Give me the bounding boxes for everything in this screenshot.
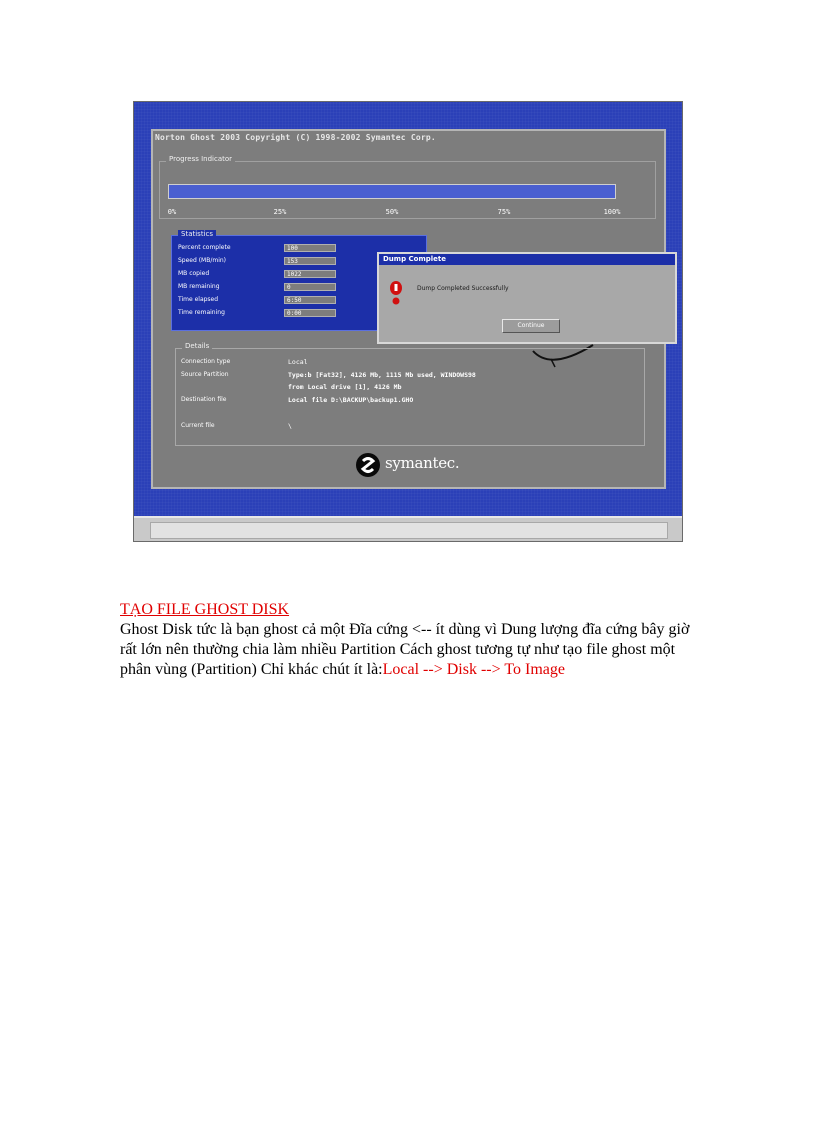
stat-label: MB remaining — [178, 283, 220, 290]
symantec-swirl-icon — [355, 452, 381, 478]
menu-path-text: Local --> Disk --> To Image — [382, 661, 565, 678]
current-file-value: \ — [288, 422, 292, 430]
stat-label: Percent complete — [178, 244, 231, 251]
dialog-message: Dump Completed Successfully — [417, 285, 509, 292]
statistics-label: Statistics — [178, 230, 216, 238]
stat-value: 1022 — [284, 270, 336, 278]
destination-file-value: Local file D:\BACKUP\backup1.GHO — [288, 396, 414, 404]
connection-type-value: Local — [288, 358, 308, 366]
dump-complete-dialog — [377, 252, 677, 344]
connection-type-label: Connection type — [181, 358, 231, 365]
taskbar-field — [150, 522, 668, 539]
taskbar — [134, 516, 683, 542]
stat-value: 0:00 — [284, 309, 336, 317]
stat-label: MB copied — [178, 270, 210, 277]
progress-tick: 25% — [273, 208, 287, 216]
desktop-background — [134, 102, 683, 516]
source-drive-value: from Local drive [1], 4126 Mb — [288, 383, 402, 391]
stat-label: Time elapsed — [178, 296, 219, 303]
stat-value: 100 — [284, 244, 336, 252]
progress-tick: 75% — [497, 208, 511, 216]
progress-bar — [168, 184, 616, 199]
dialog-title: Dump Complete — [379, 254, 675, 265]
progress-tick: 50% — [385, 208, 399, 216]
progress-tick: 0% — [167, 208, 177, 216]
body-paragraph — [120, 620, 710, 680]
continue-button[interactable]: Continue — [502, 319, 560, 333]
symantec-wordmark: symantec. — [385, 454, 460, 472]
ghost-window — [151, 129, 666, 489]
source-partition-label: Source Partition — [181, 371, 229, 378]
details-label: Details — [182, 342, 212, 350]
destination-file-label: Destination file — [181, 396, 227, 403]
ghost-screenshot — [133, 101, 683, 542]
stat-value: 6:50 — [284, 296, 336, 304]
progress-tick: 100% — [603, 208, 621, 216]
symantec-logo — [355, 451, 465, 481]
document-text — [120, 600, 710, 680]
stat-value: 0 — [284, 283, 336, 291]
section-heading[interactable]: TẠO FILE GHOST DISK — [120, 601, 290, 618]
stat-value: 153 — [284, 257, 336, 265]
source-partition-value: Type:b [Fat32], 4126 Mb, 1115 Mb used, WINDOWS98 — [288, 371, 476, 379]
progress-fill — [169, 185, 615, 198]
stat-label: Time remaining — [178, 309, 225, 316]
progress-indicator — [159, 155, 656, 219]
exclamation-icon — [389, 280, 403, 306]
body-text: Ghost Disk tức là bạn ghost cả một Đĩa cứng <-- ít dùng vì Dung lượng đĩa cứng bây giờ rất lớn nên thường chia làm nhiều Partition Cách ghost tương tự như tạo file ghost một phân vùng (Partition) Chỉ khác chút ít là: — [120, 621, 690, 678]
stat-label: Speed (MB/min) — [178, 257, 227, 264]
window-title: Norton Ghost 2003 Copyright (C) 1998-2002 Symantec Corp. — [155, 133, 436, 142]
progress-label: Progress Indicator — [166, 155, 235, 163]
current-file-label: Current file — [181, 422, 215, 429]
details-panel — [175, 342, 645, 446]
